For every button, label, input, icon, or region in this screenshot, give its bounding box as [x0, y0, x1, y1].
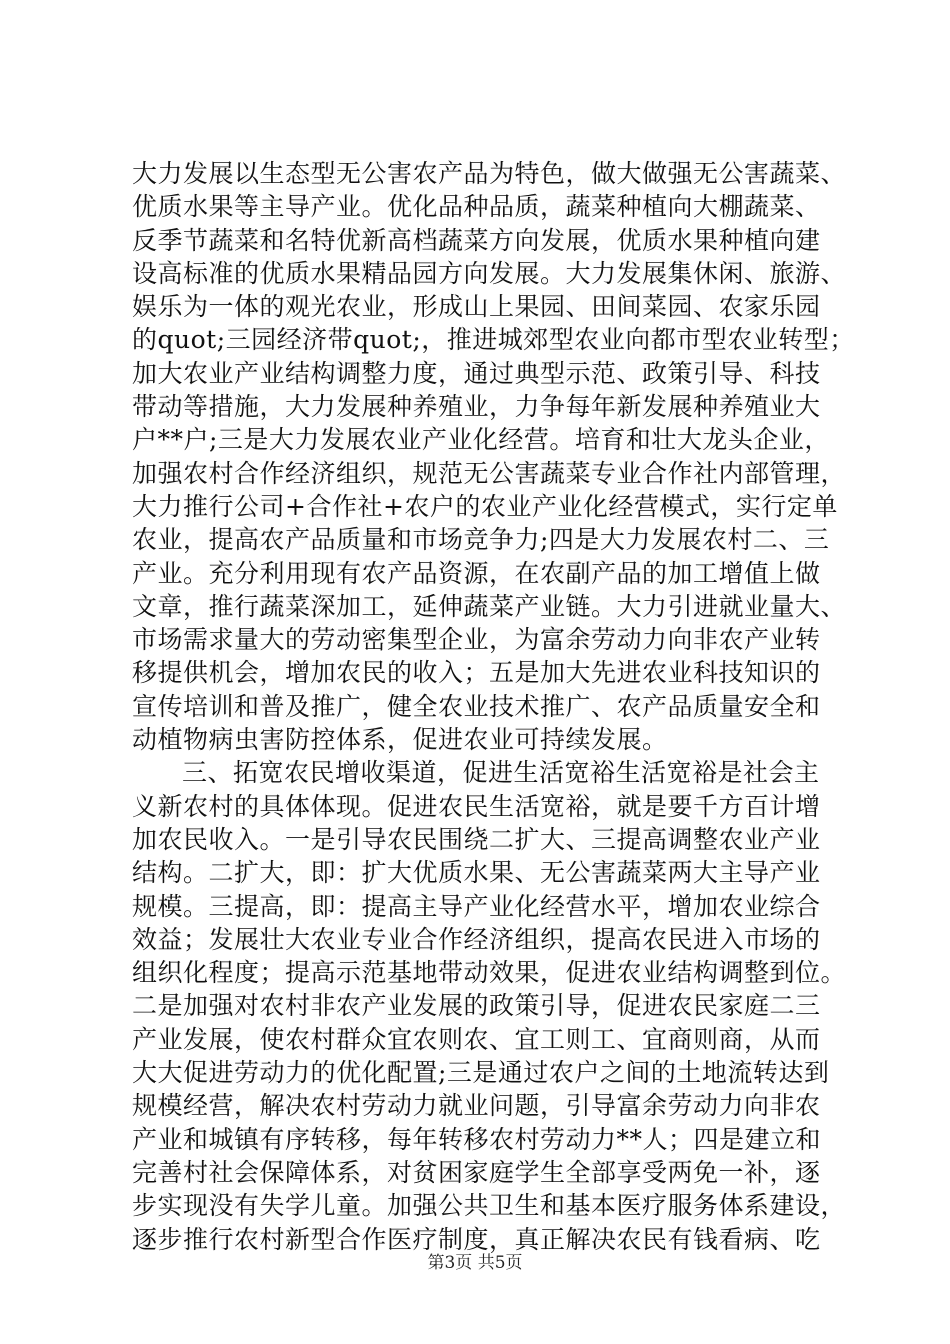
text-line: 产业和城镇有序转移，每年转移农村劳动力**人；四是建立和: [132, 1124, 822, 1154]
text-line: 加大农业产业结构调整力度，通过典型示范、政策引导、科技: [132, 358, 821, 388]
text-line: 完善村社会保障体系，对贫困家庭学生全部享受两免一补，逐: [132, 1157, 821, 1187]
text-line: 组织化程度；提高示范基地带动效果，促进农业结构调整到位。: [132, 958, 847, 988]
text-line: 大力发展以生态型无公害农产品为特色，做大做强无公害蔬菜、: [132, 159, 847, 188]
text-line: 市场需求量大的劳动密集型企业，为富余劳动力向非农产业转: [132, 625, 821, 655]
text-line: 娱乐为一体的观光农业，形成山上果园、田间菜园、农家乐园: [132, 292, 821, 322]
document-body: [132, 157, 855, 1256]
text-line: 移提供机会，增加农民的收入；五是加大先进农业科技知识的: [132, 658, 821, 688]
text-line: 动植物病虫害防控体系，促进农业可持续发展。: [132, 725, 668, 755]
text-line: 加强农村合作经济组织，规范无公害蔬菜专业合作社内部管理，: [132, 458, 847, 488]
text-line: 设高标准的优质水果精品园方向发展。大力发展集休闲、旅游、: [132, 258, 847, 288]
text-line: 大力推行公司+合作社+农户的农业产业化经营模式，实行定单: [132, 491, 838, 521]
text-line: 逐步推行农村新型合作医疗制度，真正解决农民有钱看病、吃: [132, 1224, 821, 1254]
page-number-label: 第3页 共5页: [427, 1253, 523, 1273]
text-line: 文章，推行蔬菜深加工，延伸蔬菜产业链。大力引进就业量大、: [132, 591, 847, 621]
text-line: 加农民收入。一是引导农民围绕二扩大、三提高调整农业产业: [132, 824, 821, 854]
page-footer: [0, 1248, 950, 1273]
text-line: 产业。充分利用现有农产品资源，在农副产品的加工增值上做: [132, 558, 821, 588]
text-line: 带动等措施，大力发展种养殖业，力争每年新发展种养殖业大: [132, 392, 821, 422]
text-line: 反季节蔬菜和名特优新高档蔬菜方向发展，优质水果种植向建: [132, 225, 821, 255]
text-line: 农业，提高农产品质量和市场竞争力;四是大力发展农村二、三: [132, 525, 830, 555]
text-line: 二是加强对农村非农产业发展的政策引导，促进农民家庭二三: [132, 991, 821, 1021]
text-line: 效益；发展壮大农业专业合作经济组织，提高农民进入市场的: [132, 924, 821, 954]
text-line: 规模。三提高，即：提高主导产业化经营水平，增加农业综合: [132, 891, 821, 921]
text-line: 步实现没有失学儿童。加强公共卫生和基本医疗服务体系建设，: [132, 1191, 847, 1221]
text-line: 的quot;三园经济带quot;，推进城郊型农业向都市型农业转型；: [132, 325, 855, 355]
text-line: 规模经营，解决农村劳动力就业问题，引导富余劳动力向非农: [132, 1091, 821, 1121]
text-line: 宣传培训和普及推广，健全农业技术推广、农产品质量安全和: [132, 691, 821, 721]
text-line: 户**户;三是大力发展农业产业化经营。培育和壮大龙头企业，: [132, 425, 830, 455]
text-line: 大大促进劳动力的优化配置;三是通过农户之间的土地流转达到: [132, 1058, 830, 1088]
text-line: 结构。二扩大，即：扩大优质水果、无公害蔬菜两大主导产业: [132, 858, 821, 888]
paragraph-start-line: 三、拓宽农民增收渠道，促进生活宽裕生活宽裕是社会主: [182, 758, 820, 788]
text-line: 义新农村的具体体现。促进农民生活宽裕，就是要千方百计增: [132, 791, 821, 821]
text-line: 优质水果等主导产业。优化品种品质，蔬菜种植向大棚蔬菜、: [132, 192, 821, 222]
text-line: 产业发展，使农村群众宜农则农、宜工则工、宜商则商，从而: [132, 1024, 821, 1054]
